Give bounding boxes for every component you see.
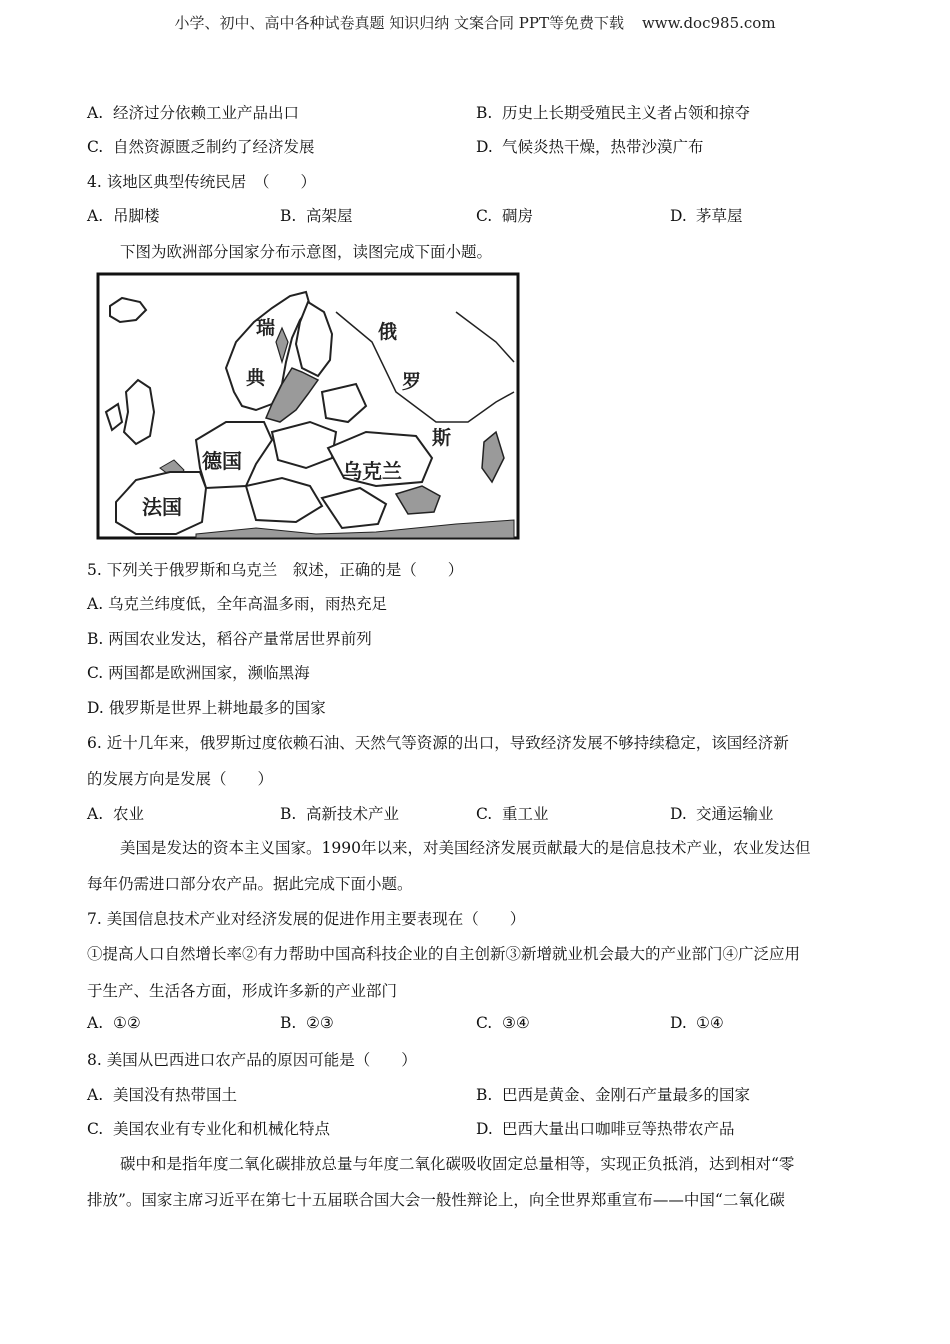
q3-option-a: A. 经济过分依赖工业产品出口: [87, 104, 300, 122]
carbon-intro-line1: 碳中和是指年度二氧化碳排放总量与年度二氧化碳吸收固定总量相等，实现正负抵消，达到相对“零: [120, 1155, 795, 1173]
us-intro-line2: 每年仍需进口部分农产品。据此完成下面小题。: [87, 875, 413, 893]
page-header: [0, 12, 950, 33]
q5-stem: 5. 下列关于俄罗斯和乌克兰 叙述，正确的是（ ）: [87, 561, 464, 579]
q5-option-b: B. 两国农业发达，稻谷产量常居世界前列: [87, 630, 372, 648]
label-wukelan: 乌克兰: [342, 459, 402, 483]
q5-option-a: A. 乌克兰纬度低，全年高温多雨，雨热充足: [87, 595, 388, 613]
q7-option-d: D. ①④: [670, 1014, 724, 1032]
poland-shape: [272, 422, 336, 468]
q8-option-d: D. 巴西大量出口咖啡豆等热带农产品: [476, 1120, 735, 1138]
header-text: 小学、初中、高中各种试卷真题 知识归纳 文案合同 PPT等免费下载: [174, 14, 624, 32]
q4-option-d: D. 茅草屋: [670, 207, 743, 225]
q8-stem: 8. 美国从巴西进口农产品的原因可能是（ ）: [87, 1051, 417, 1069]
britain-shape: [124, 380, 154, 444]
europe-map: [96, 272, 520, 542]
q3-option-b: B. 历史上长期受殖民主义者占领和掠夺: [476, 104, 751, 122]
q6-option-b: B. 高新技术产业: [280, 805, 400, 823]
q6-option-a: A. 农业: [87, 805, 145, 823]
label-deguo: 德国: [202, 449, 242, 473]
label-ruidian-2: 典: [246, 367, 266, 389]
q5-option-c: C. 两国都是欧洲国家，濒临黑海: [87, 664, 310, 682]
carbon-intro-line2: 排放”。国家主席习近平在第七十五届联合国大会一般性辩论上，向全世界郑重宣布——中国“二氧化碳: [87, 1191, 785, 1209]
q7-items-line2: 于生产、生活各方面，形成许多新的产业部门: [87, 982, 398, 1000]
us-intro-line1: 美国是发达的资本主义国家。1990年以来，对美国经济发展贡献最大的是信息技术产业，农业发达但: [120, 839, 811, 857]
q4-option-a: A. 吊脚楼: [87, 207, 160, 225]
label-eluosi-3: 斯: [432, 427, 452, 449]
label-eluosi-2: 罗: [402, 371, 422, 393]
q7-option-a: A. ①②: [87, 1014, 141, 1032]
q6-stem-line1: 6. 近十几年来，俄罗斯过度依赖石油、天然气等资源的出口，导致经济发展不够持续稳定，该国经济新: [87, 734, 789, 752]
map-intro: 下图为欧洲部分国家分布示意图，读图完成下面小题。: [120, 243, 493, 261]
q8-option-c: C. 美国农业有专业化和机械化特点: [87, 1120, 331, 1138]
q3-option-c: C. 自然资源匮乏制约了经济发展: [87, 138, 315, 156]
q4-option-c: C. 碉房: [476, 207, 534, 225]
q4-stem: 4. 该地区典型传统民居 （ ）: [87, 173, 316, 191]
q6-option-d: D. 交通运输业: [670, 805, 774, 823]
q7-option-c: C. ③④: [476, 1014, 530, 1032]
header-url[interactable]: www.doc985.com: [641, 14, 776, 32]
label-faguo: 法国: [142, 495, 182, 519]
q6-stem-line2: 的发展方向是发展（ ）: [87, 770, 274, 788]
label-eluosi-1: 俄: [378, 321, 398, 343]
q7-option-b: B. ②③: [280, 1014, 334, 1032]
q6-option-c: C. 重工业: [476, 805, 549, 823]
q4-option-b: B. 高架屋: [280, 207, 353, 225]
q8-option-b: B. 巴西是黄金、金刚石产量最多的国家: [476, 1086, 751, 1104]
q8-option-a: A. 美国没有热带国土: [87, 1086, 238, 1104]
q3-option-d: D. 气候炎热干燥，热带沙漠广布: [476, 138, 704, 156]
q7-stem: 7. 美国信息技术产业对经济发展的促进作用主要表现在（ ）: [87, 910, 526, 928]
q5-option-d: D. 俄罗斯是世界上耕地最多的国家: [87, 699, 326, 717]
label-ruidian-1: 瑞: [256, 317, 276, 339]
q7-items-line1: ①提高人口自然增长率②有力帮助中国高科技企业的自主创新③新增就业机会最大的产业部门④广泛应用: [87, 945, 801, 963]
